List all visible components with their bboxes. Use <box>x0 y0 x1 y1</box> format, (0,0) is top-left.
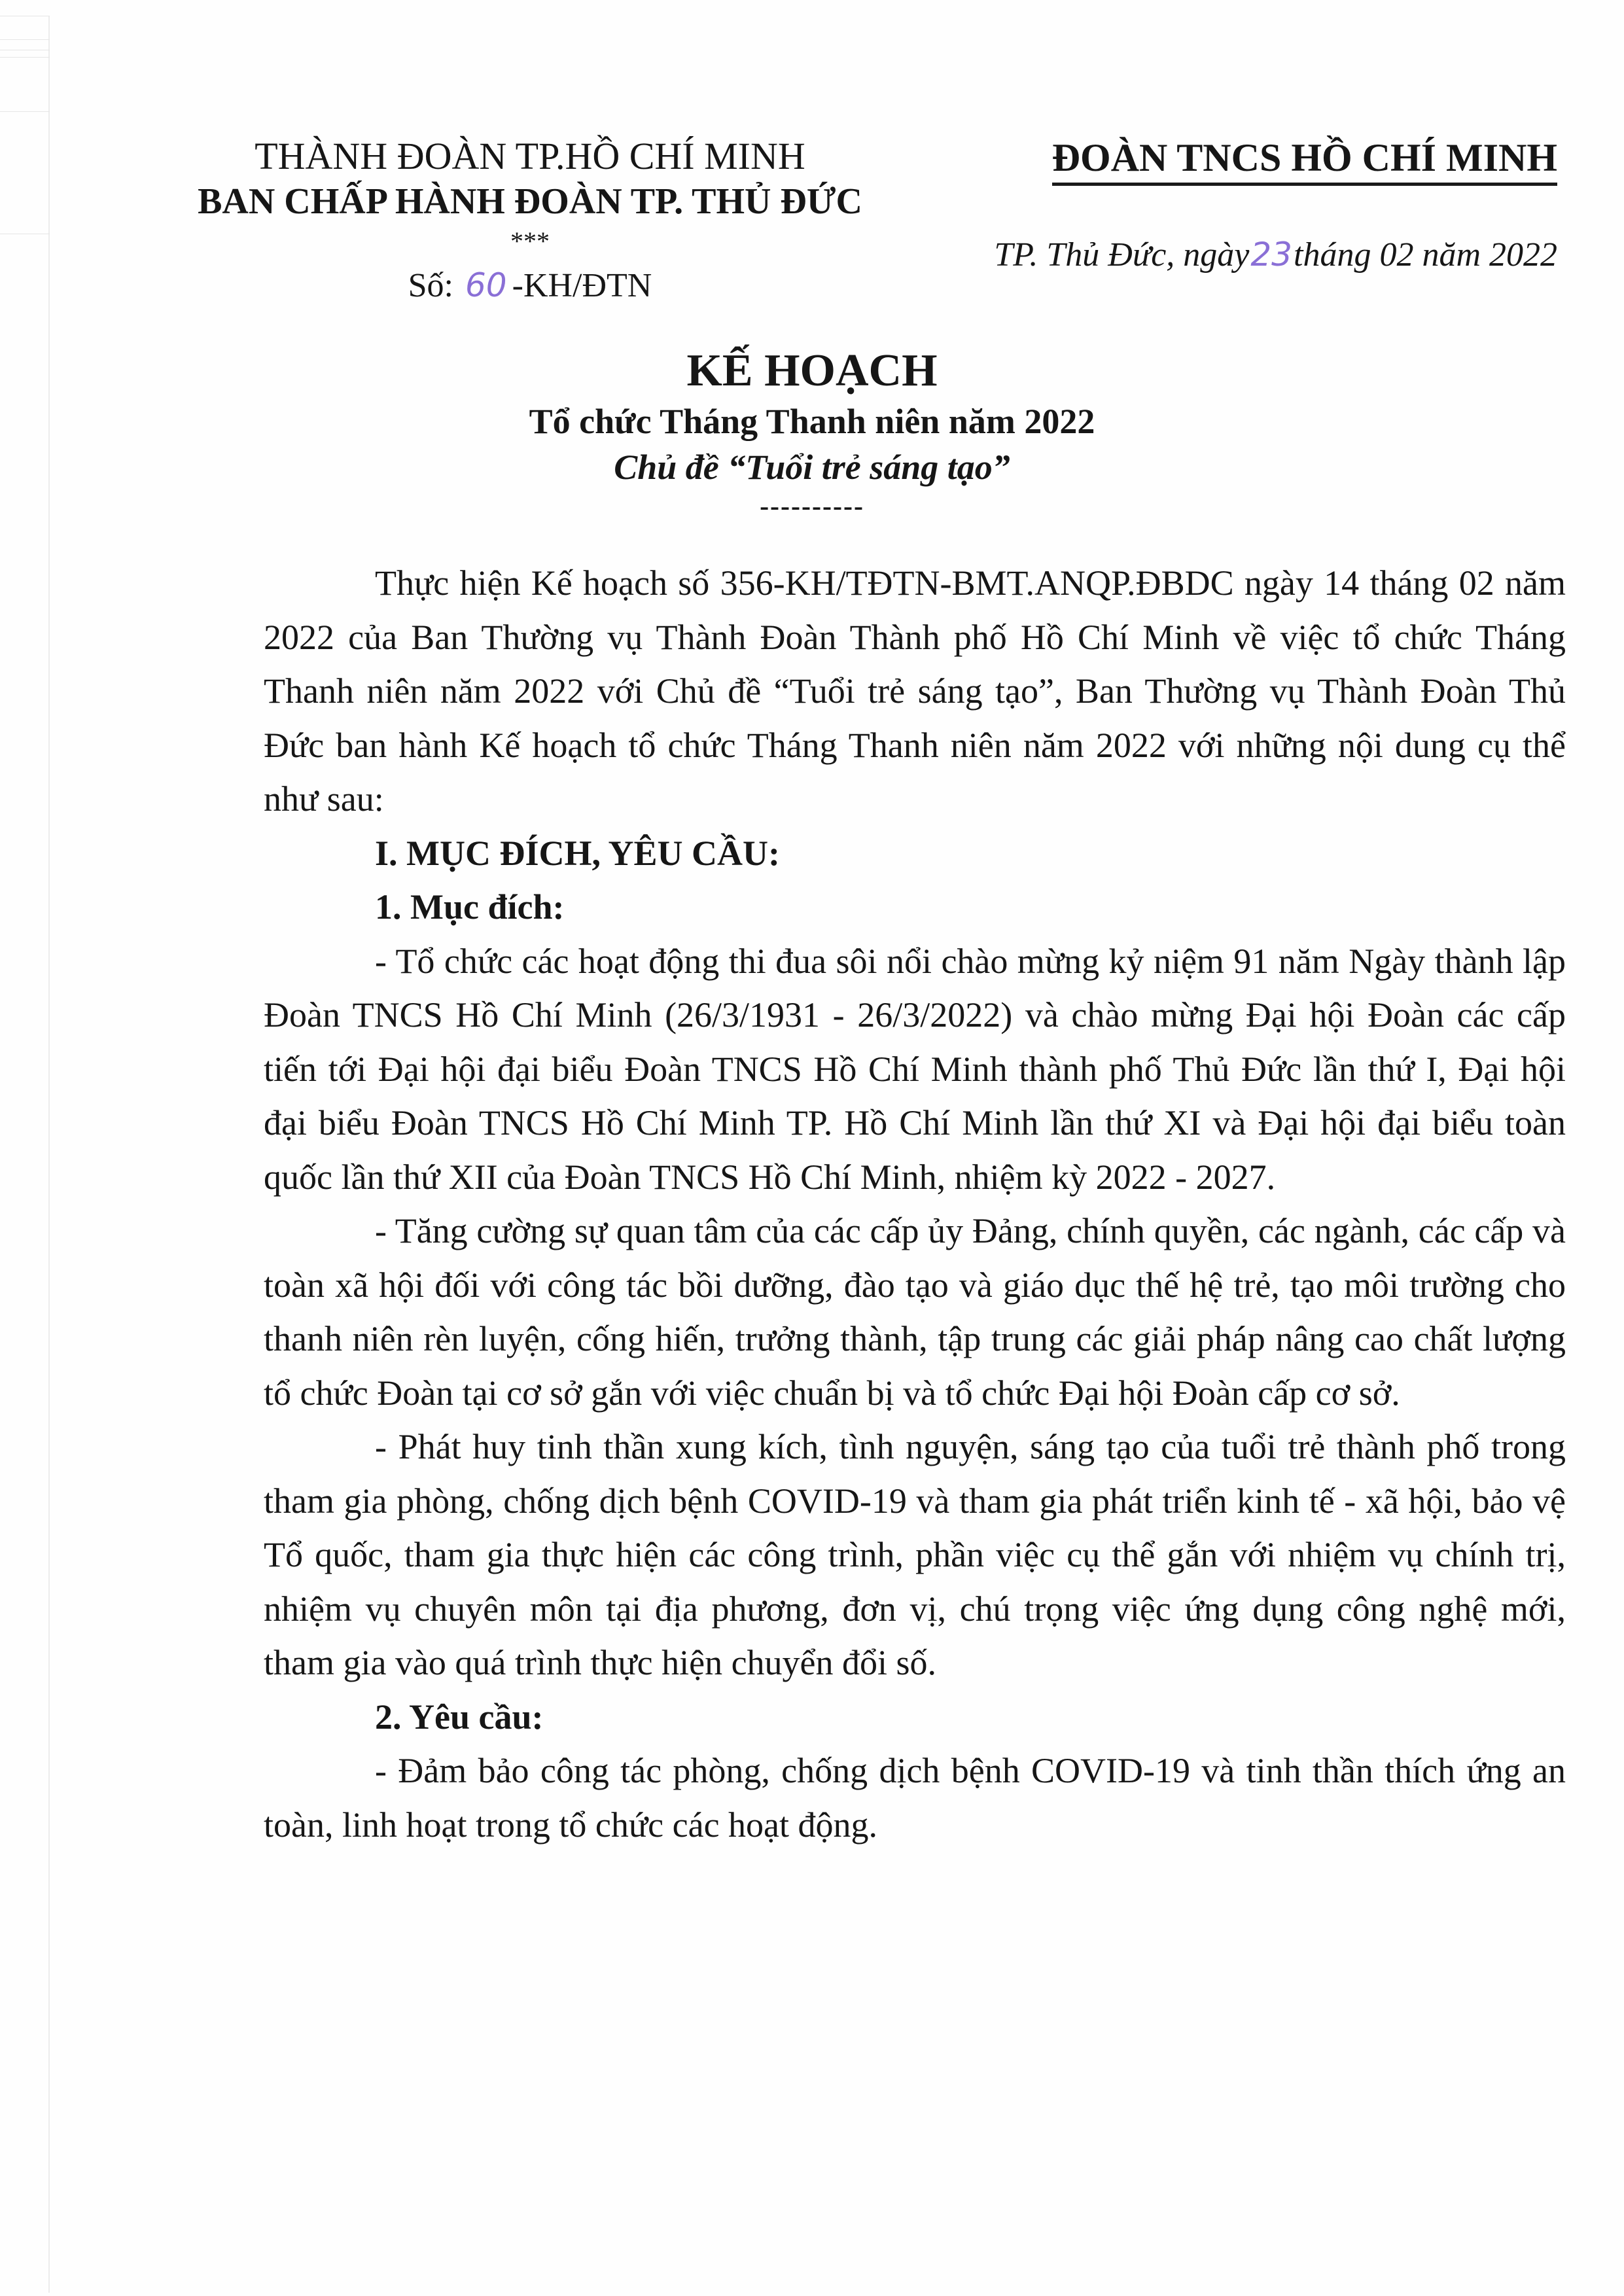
document-number-prefix: Số: <box>408 267 453 304</box>
intro-paragraph: Thực hiện Kế hoạch số 356-KH/TĐTN-BMT.ANQP.ĐBDC ngày 14 tháng 02 năm 2022 của Ban Thường vụ Thành Đoàn Thành phố Hồ Chí Minh về việc tổ chức Tháng Thanh niên năm 2022 với Chủ đề “Tuổi trẻ sáng tạo”, Ban Thường vụ Thành Đoàn Thủ Đức ban hành Kế hoạch tổ chức Tháng Thanh niên năm 2022 với những nội dung cụ thể như sau: <box>264 563 1566 819</box>
scan-line-artifact <box>0 57 50 58</box>
header-separator: *** <box>510 226 550 256</box>
place-date <box>903 232 1557 278</box>
subsection-purpose-heading: 1. Mục đích: <box>375 887 565 927</box>
issuing-authority-block <box>164 134 896 309</box>
document-number-suffix: -KH/ĐTN <box>512 267 652 304</box>
title-rule: ---------- <box>760 491 864 521</box>
document-body <box>264 556 1566 1852</box>
scan-line-artifact <box>0 111 50 112</box>
purpose-item: - Tổ chức các hoạt động thi đua sôi nổi chào mừng kỷ niệm 91 năm Ngày thành lập Đoàn TNCS Hồ Chí Minh (26/3/1931 - 26/3/2022) và chào mừng Đại hội Đoàn các cấp tiến tới Đại hội đại biểu Đoàn TNCS Hồ Chí Minh thành phố Thủ Đức lần thứ I, Đại hội đại biểu Đoàn TNCS Hồ Chí Minh TP. Hồ Chí Minh lần thứ XI và Đại hội đại biểu toàn quốc lần thứ XII của Đoàn TNCS Hồ Chí Minh, nhiệm kỳ 2022 - 2027. <box>264 941 1566 1197</box>
union-name: ĐOÀN TNCS HỒ CHÍ MINH <box>1052 134 1557 186</box>
document-type: KẾ HOẠCH <box>686 345 938 396</box>
requirement-item: - Đảm bảo công tác phòng, chống dịch bệnh COVID-19 và tinh thần thích ứng an toàn, linh hoạt trong tổ chức các hoạt động. <box>264 1751 1566 1845</box>
section-1-heading: I. MỤC ĐÍCH, YÊU CẦU: <box>375 833 780 873</box>
scan-line-artifact <box>0 39 50 40</box>
document-theme: Chủ đề “Tuổi trẻ sáng tạo” <box>614 448 1010 487</box>
document-number <box>164 262 896 309</box>
subsection-requirements-heading: 2. Yêu cầu: <box>375 1697 544 1737</box>
date-day-handwritten: 23 <box>1250 236 1292 274</box>
purpose-item: - Tăng cường sự quan tâm của các cấp ủy Đảng, chính quyền, các ngành, các cấp và toàn xã hội đối với công tác bồi dưỡng, đào tạo và giáo dục thế hệ trẻ, tạo môi trường cho thanh niên rèn luyện, cống hiến, trưởng thành, tập trung các giải pháp nâng cao chất lượng tổ chức Đoàn tại cơ sở gắn với việc chuẩn bị và tổ chức Đại hội Đoàn cấp cơ sở. <box>264 1211 1566 1413</box>
purpose-item: - Phát huy tinh thần xung kích, tình nguyện, sáng tạo của tuổi trẻ thành phố trong tham gia phòng, chống dịch bệnh COVID-19 và tham gia phát triển kinh tế - xã hội, bảo vệ Tổ quốc, tham gia thực hiện các công trình, phần việc cụ thể gắn với nhiệm vụ chính trị, nhiệm vụ chuyên môn tại địa phương, đơn vị, chú trọng việc ứng dụng công nghệ mới, tham gia vào quá trình thực hiện chuyển đổi số. <box>264 1427 1566 1682</box>
date-suffix: tháng 02 năm 2022 <box>1294 236 1557 274</box>
document-title-block <box>0 344 1624 523</box>
document-number-handwritten: 60 <box>465 266 507 304</box>
date-prefix: TP. Thủ Đức, ngày <box>994 236 1250 274</box>
parent-organization: THÀNH ĐOÀN TP.HỒ CHÍ MINH <box>255 135 805 177</box>
document-subject: Tổ chức Tháng Thanh niên năm 2022 <box>529 402 1095 441</box>
union-date-block <box>903 134 1557 278</box>
issuing-organization: BAN CHẤP HÀNH ĐOÀN TP. THỦ ĐỨC <box>198 181 862 222</box>
